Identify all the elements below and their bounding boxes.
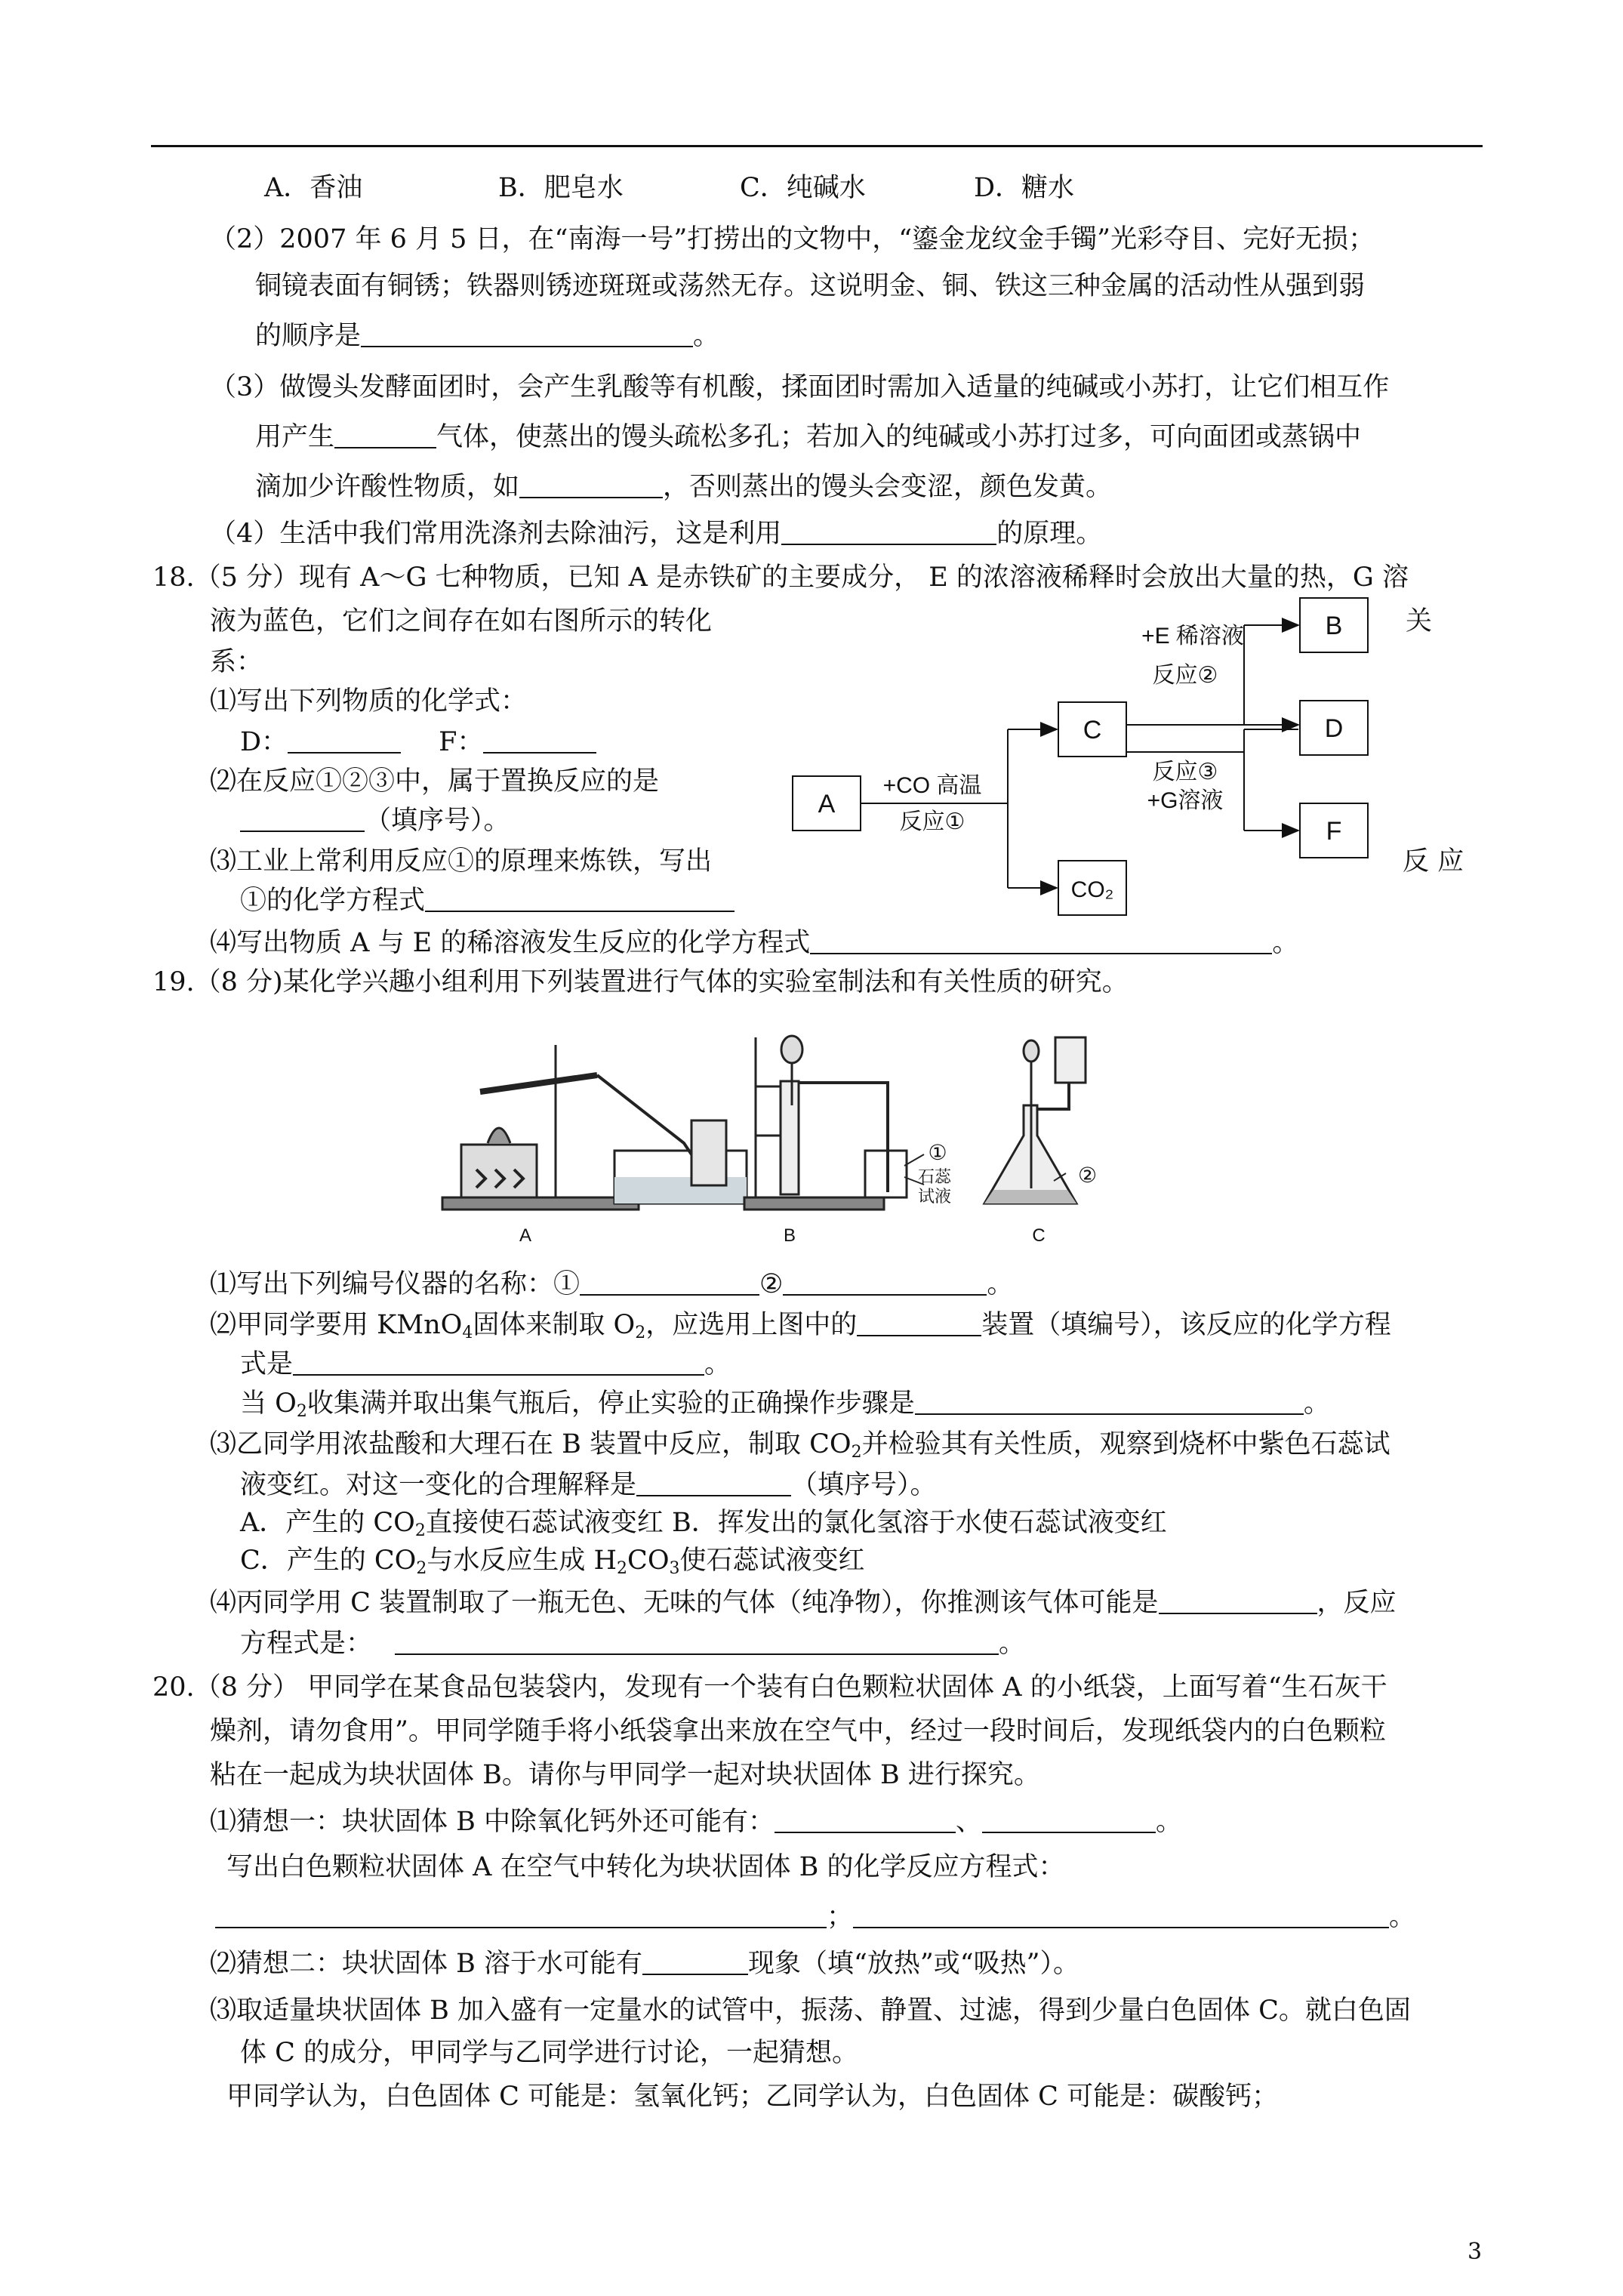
label-r3: 反应③ [1152, 760, 1218, 784]
q19-sub2-line2: 式是 。 [240, 1349, 731, 1379]
label-e: +E 稀溶液 [1141, 624, 1244, 649]
q17-p4: （4）生活中我们常用洗涤剂去除油污，这是利用 的原理。 [210, 519, 1103, 549]
answer-blank[interactable] [775, 1809, 956, 1833]
gas-jar-a [691, 1120, 726, 1185]
answer-blank[interactable] [810, 930, 1272, 954]
marker-2: ② [1078, 1163, 1098, 1187]
node-a: A [818, 790, 836, 818]
conversion-diagram [785, 581, 1404, 929]
q17-option-c: C．纯碱水 [740, 173, 866, 203]
q18-sub1: ⑴写出下列物质的化学式： [210, 686, 528, 717]
q19-sub2-line3: 当 $O_2$收集满并取出集气瓶后，停止实验的正确操作步骤是 。 [240, 1388, 1330, 1421]
answer-blank[interactable] [519, 474, 663, 498]
q19-sub3-option-c: C．产生的 $CO_2$与水反应生成 $H_2CO_3$使石蕊试液变红 [240, 1546, 865, 1578]
q17-option-d: D．糖水 [974, 173, 1075, 203]
flame [488, 1128, 510, 1143]
label-r2: 反应② [1152, 663, 1218, 688]
q18-sub3b: ①的化学方程式 [240, 888, 735, 914]
q18-sub2a: ⑵在反应①②③中，属于置换反应的是 [210, 766, 660, 797]
answer-blank[interactable] [361, 323, 693, 347]
answer-blank[interactable] [293, 1351, 704, 1376]
label-g: +G溶液 [1147, 788, 1224, 813]
answer-blank[interactable] [781, 521, 996, 545]
q17-p2-line1: （2）2007 年 6 月 5 日，在“南海一号”打捞出的文物中，“鎏金龙纹金手镯”光彩夺目、完好无损； [210, 224, 1375, 254]
funnel-bulb-c [1024, 1040, 1039, 1062]
q17-option-a: A．香油 [264, 173, 363, 203]
q18-line1: 18.（5 分）现有 A～G 七种物质，已知 A 是赤铁矿的主要成分， E 的浓溶液稀释时会放出大量的热，G 溶 [152, 562, 1409, 593]
answer-blank[interactable] [636, 1472, 791, 1496]
node-f: F [1326, 817, 1342, 846]
test-tube-b [781, 1081, 799, 1194]
answer-blank[interactable] [982, 1809, 1156, 1833]
node-c: C [1083, 716, 1102, 744]
beaker [865, 1151, 907, 1197]
q19-sub2-line1: ⑵甲同学要用 KMnO$_4$固体来制取 $O_2$，应选用上图中的 装置（填编号），该反应的化学方程 [210, 1310, 1391, 1342]
delivery-tube-b [799, 1083, 888, 1192]
q17-p3-line1: （3）做馒头发酵面团时，会产生乳酸等有机酸，揉面团时需加入适量的纯碱或小苏打，让它们相互作 [210, 372, 1390, 402]
q18-sub3a: ⑶工业上常利用反应①的原理来炼铁，写出 [210, 846, 713, 877]
stand-base-b [744, 1197, 884, 1210]
litmus-label-2: 试液 [918, 1187, 952, 1206]
q20-sub3-line3: 甲同学认为，白色固体 C 可能是：氢氧化钙；乙同学认为，白色固体 C 可能是：碳酸钙； [226, 2082, 1279, 2112]
node-co2: CO₂ [1070, 877, 1114, 902]
test-tube-a [480, 1075, 597, 1092]
q17-p3-line3: 滴加少许酸性物质，如 ，否则蒸出的馒头会变涩，颜色发黄。 [255, 472, 1113, 502]
answer-blank[interactable] [215, 1904, 827, 1928]
answer-blank[interactable] [783, 1271, 987, 1296]
node-d: D [1324, 714, 1344, 743]
q17-option-b: B．肥皂水 [498, 173, 624, 203]
separating-funnel-c [1055, 1037, 1086, 1083]
condition-bottom: 反应① [899, 809, 965, 834]
q18-sub4: ⑷写出物质 A 与 E 的稀溶液发生反应的化学方程式 。 [210, 928, 1299, 958]
answer-blank[interactable] [642, 1951, 748, 1975]
q19-sub3-options-ab: A．产生的 $CO_2$直接使石蕊试液变红 B．挥发出的氯化氢溶于水使石蕊试液变红 [240, 1508, 1167, 1540]
q18-line2-tail: 关 [1406, 606, 1433, 636]
q20-sub3-line2: 体 C 的成分，甲同学与乙同学进行讨论，一起猜想。 [240, 2038, 859, 2068]
answer-blank[interactable] [853, 1904, 1389, 1928]
q18-line2: 液为蓝色，它们之间存在如右图所示的转化 [210, 606, 713, 636]
apparatus-label-c: C [1032, 1225, 1046, 1246]
q17-p2-line2: 铜镜表面有铜锈；铁器则锈迹斑斑或荡然无存。这说明金、铜、铁这三种金属的活动性从强到弱 [255, 271, 1366, 301]
apparatus-figure [435, 1022, 1099, 1250]
answer-blank[interactable] [857, 1312, 981, 1336]
q18-sub2b: （填序号）。 [240, 808, 510, 834]
answer-blank[interactable] [1159, 1590, 1317, 1614]
node-b: B [1325, 612, 1343, 640]
answer-blank[interactable] [334, 424, 436, 448]
q19-sub3-line1: ⑶乙同学用浓盐酸和大理石在 B 装置中反应，制取 $CO_2$并检验其有关性质，观察到烧杯中紫色石蕊试 [210, 1429, 1390, 1462]
answer-blank[interactable] [240, 808, 365, 832]
q20-sub3-line1: ⑶取适量块状固体 B 加入盛有一定量水的试管中，振荡、静置、过滤，得到少量白色固体 C。就白色固 [210, 1996, 1411, 2026]
q18-sub3-tail: 反 应 [1403, 846, 1464, 877]
header-rule [151, 145, 1483, 147]
q18-sub1-answers: D： F： [240, 729, 596, 756]
q20-sub1-line2: 写出白色颗粒状固体 A 在空气中转化为块状固体 B 的化学反应方程式： [226, 1852, 1065, 1882]
q18-line3: 系： [210, 647, 263, 677]
marker-1: ① [928, 1141, 947, 1164]
page-number: 3 [1467, 2239, 1483, 2265]
q17-p3-line2: 用产生 气体，使蒸出的馒头疏松多孔；若加入的纯碱或小苏打过多，可向面团或蒸锅中 [255, 422, 1362, 452]
q20-sub2: ⑵猜想二：块状固体 B 溶于水可能有 现象（填“放热”或“吸热”）。 [210, 1949, 1080, 1979]
q20-line3: 粘在一起成为块状固体 B。请你与甲同学一起对块状固体 B 进行探究。 [210, 1760, 1040, 1790]
apparatus-label-a: A [519, 1225, 532, 1246]
q19-sub4-line2: 方程式是： 。 [240, 1629, 1026, 1659]
answer-blank[interactable] [288, 729, 401, 754]
q17-p2-line3: 的顺序是 。 [255, 321, 720, 351]
q20-line2: 燥剂，请勿食用”。甲同学随手将小纸袋拿出来放在空气中，经过一段时间后，发现纸袋内的白色颗粒 [210, 1716, 1386, 1746]
q20-sub1-line3: ； 。 [215, 1904, 1415, 1931]
q19-sub1: ⑴写出下列编号仪器的名称：① ② 。 [210, 1269, 1014, 1299]
apparatus-label-b: B [783, 1225, 796, 1246]
delivery-tube-c [1037, 1083, 1069, 1109]
q19-sub4-line1: ⑷丙同学用 C 装置制取了一瓶无色、无味的气体（纯净物），你推测该气体可能是 ，反应 [210, 1588, 1397, 1618]
burner-box [461, 1145, 537, 1197]
litmus-label-1: 石蕊 [918, 1167, 952, 1186]
q20-sub1-line1: ⑴猜想一：块状固体 B 中除氧化钙外还可能有： 、 。 [210, 1807, 1183, 1837]
answer-blank[interactable] [425, 888, 735, 912]
funnel-b [781, 1036, 802, 1063]
answer-blank[interactable] [915, 1391, 1304, 1415]
q19-sub3-line2: 液变红。对这一变化的合理解释是 （填序号）。 [240, 1470, 937, 1500]
answer-blank[interactable] [483, 729, 596, 754]
condition-top: +CO 高温 [882, 773, 982, 798]
answer-blank[interactable] [580, 1271, 759, 1296]
q20-line1: 20.（8 分） 甲同学在某食品包装袋内，发现有一个装有白色颗粒状固体 A 的小纸袋，上面写着“生石灰干 [152, 1672, 1387, 1703]
q19-title: 19.（8 分)某化学兴趣小组利用下列装置进行气体的实验室制法和有关性质的研究。 [152, 967, 1129, 997]
stand-base-a [442, 1197, 639, 1210]
answer-blank[interactable] [395, 1631, 999, 1655]
